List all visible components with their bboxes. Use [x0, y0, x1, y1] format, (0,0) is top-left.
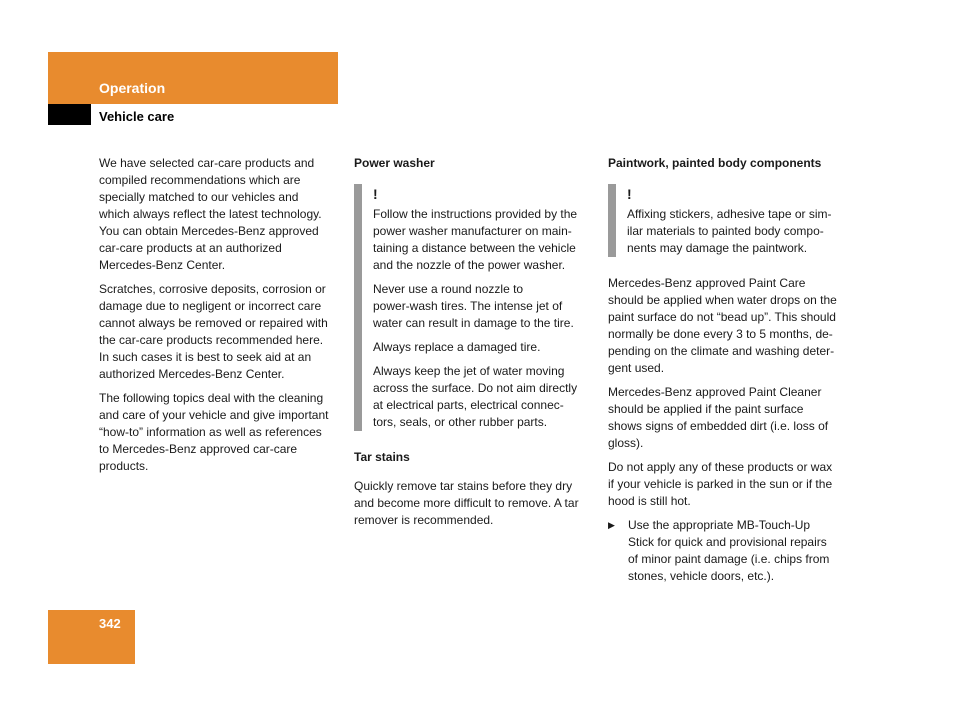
exclamation-icon: !	[627, 186, 632, 202]
column-power-washer	[354, 155, 594, 536]
touch-up-bullet	[608, 517, 853, 592]
paint-cleaner-paragraph: Mercedes-Benz approved Paint Cleaner should be applied if the paint surface shows signs of embedded dirt (i.e. loss of gloss).	[608, 385, 829, 450]
column-paintwork	[608, 155, 853, 592]
intro-paragraph-1: We have selected car-care products and compiled recommendations which are specially matched to our vehicles and which always reflect the latest technology. You can obtain Mercedes-Benz approved car-care products at an authorized Mercedes-Benz Center.	[99, 156, 322, 272]
tar-stains-heading: Tar stains	[354, 450, 410, 464]
warning-paragraph-3: Always replace a damaged tire.	[373, 340, 541, 354]
exclamation-icon: !	[373, 186, 378, 202]
warning-paragraph-2: Never use a round nozzle to power-wash tires. The intense jet of water can result in damage to the tire.	[373, 282, 574, 330]
section-title: Operation	[99, 80, 166, 96]
wax-warning-paragraph: Do not apply any of these products or wax if your vehicle is parked in the sun or if the hood is still hot.	[608, 460, 833, 508]
warning-paragraph-1: Affixing stickers, adhesive tape or sim- ilar materials to painted body compo- nents may damage the paintwork.	[627, 207, 832, 255]
intro-paragraph-2: Scratches, corrosive deposits, corrosion or damage due to negligent or incorrect care cannot always be removed or repaired with the car-care products recommended here. In such cases it is best to seek aid at an authorized Mercedes-Benz Center.	[99, 282, 328, 381]
paintwork-heading: Paintwork, painted body components	[608, 156, 822, 170]
subsection-title: Vehicle care	[99, 109, 175, 124]
warning-paragraph-4: Always keep the jet of water moving across the surface. Do not aim directly at electrical parts, electrical connec- tors, seals, or other rubber parts.	[373, 364, 578, 429]
header-black-tab	[48, 104, 91, 125]
power-washer-warning	[354, 184, 594, 431]
touch-up-text: Use the appropriate MB-Touch-Up Stick for quick and provisional repairs of minor paint damage (i.e. chips from stones, vehicle doors, etc.).	[628, 518, 830, 583]
paintwork-warning	[608, 184, 853, 257]
intro-paragraph-3: The following topics deal with the cleaning and care of your vehicle and give important “how-to” information as well as references to Mercedes-Benz approved car-care products.	[99, 391, 329, 473]
bullet-arrow-icon: ▶	[608, 520, 615, 530]
page-number-box	[48, 610, 135, 664]
page-number: 342	[99, 616, 121, 631]
paint-care-paragraph: Mercedes-Benz approved Paint Care should be applied when water drops on the paint surface do not “bead up”. This should normally be done every 3 to 5 months, de- pending on the climate and washing deter- gent used.	[608, 276, 837, 375]
tar-stains-text: Quickly remove tar stains before they dry and become more difficult to remove. A tar remover is recommended.	[354, 479, 579, 527]
power-washer-heading: Power washer	[354, 156, 435, 170]
warning-paragraph-1: Follow the instructions provided by the power washer manufacturer on main- taining a distance between the vehicle and the nozzle of the power washer.	[373, 207, 578, 272]
warning-bar	[354, 184, 362, 431]
header-orange-bar	[48, 52, 338, 104]
column-intro	[99, 155, 339, 482]
warning-bar	[608, 184, 616, 257]
